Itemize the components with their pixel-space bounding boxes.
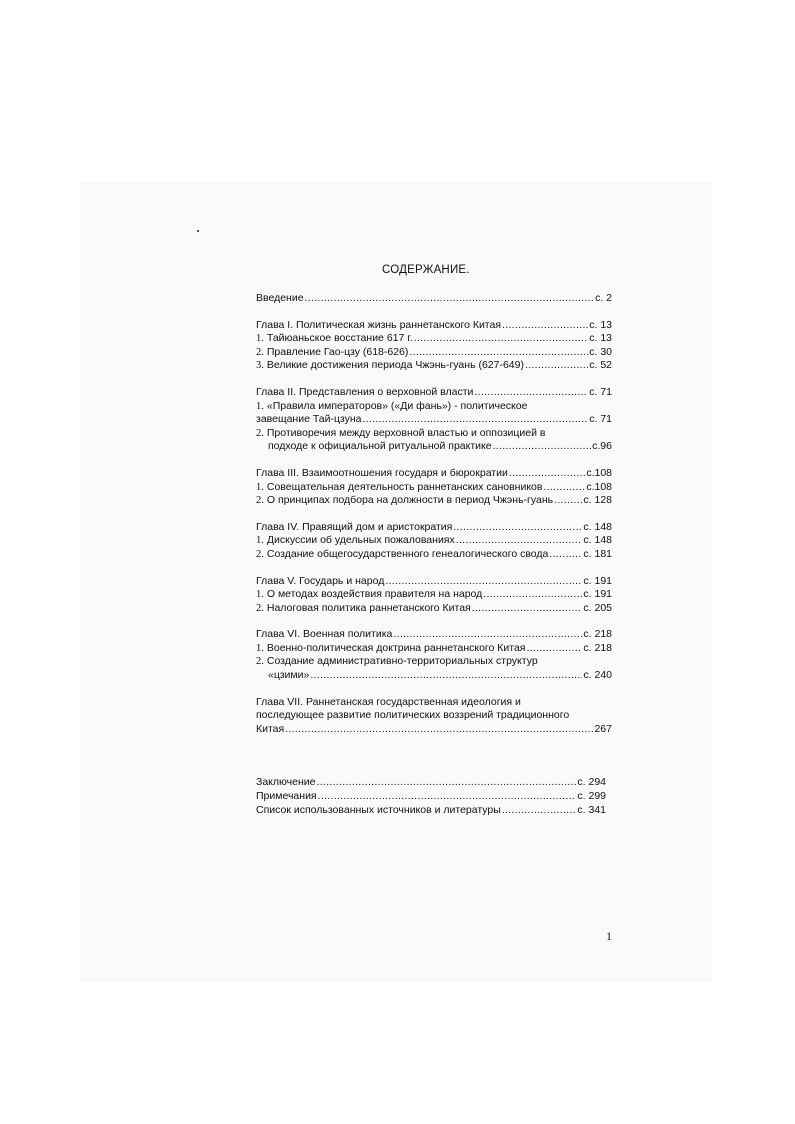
toc-section-2-1-line2	[256, 413, 612, 427]
entry-text: Список использованных источников и литературы	[256, 803, 501, 816]
toc-section-6-1	[256, 642, 612, 656]
entry-page: с. 181	[583, 547, 612, 560]
entry-text: Глава VII. Раннетанская государственная идеология и	[256, 695, 521, 708]
section-number: 2.	[256, 495, 264, 507]
toc-chapter-6	[256, 628, 612, 642]
toc-chapter-7-line2	[256, 709, 612, 723]
toc-entry-conclusion	[256, 776, 606, 790]
toc-chapter-3	[256, 467, 612, 481]
entry-text: Военно-политическая доктрина раннетанского Китая	[266, 641, 526, 654]
section-number: 1.	[256, 535, 264, 547]
leader-dots	[393, 628, 582, 642]
entry-page: с. 52	[589, 359, 612, 372]
table-of-contents	[256, 292, 612, 817]
entry-text: Глава VI. Военная политика	[256, 628, 393, 641]
leader-dots	[456, 534, 583, 548]
section-number: 1.	[256, 589, 264, 601]
toc-section-2-2-line2	[256, 440, 612, 454]
toc-section-5-1	[256, 588, 612, 602]
entry-text: Налоговая политика раннетанского Китая	[266, 601, 471, 614]
entry-page: с. 30	[589, 345, 612, 358]
leader-dots	[526, 642, 582, 656]
entry-text: Глава V. Государь и народ	[256, 574, 385, 587]
entry-page: с. 13	[589, 318, 612, 331]
toc-section-2-2-line1	[256, 427, 612, 441]
toc-chapter-5	[256, 575, 612, 589]
leader-dots	[525, 359, 588, 373]
toc-section-4-2	[256, 548, 612, 562]
leader-dots	[502, 319, 588, 333]
entry-text: Правление Гао-цзу (618-626)	[266, 345, 409, 358]
toc-section-1-3	[256, 359, 612, 373]
leader-dots	[554, 494, 582, 508]
entry-page: с. 148	[583, 534, 612, 547]
leader-dots	[549, 548, 582, 562]
entry-text: Глава I. Политическая жизнь раннетанского Китая	[256, 318, 502, 331]
leader-dots	[543, 481, 585, 495]
entry-text: О принципах подбора на должности в период Чжэнь-гуань	[266, 494, 554, 507]
toc-section-2-1-line1	[256, 400, 612, 414]
leader-dots	[509, 467, 585, 481]
section-number: 1.	[256, 400, 264, 412]
entry-text: Создание административно-территориальных структур	[266, 655, 538, 668]
toc-entry-bibliography	[256, 804, 606, 818]
section-number: 1.	[256, 642, 264, 654]
entry-text: последующее развитие политических воззрений традиционного	[256, 709, 570, 722]
entry-text: Дискуссии об удельных пожалованиях	[266, 534, 455, 547]
entry-page: с. 240	[583, 669, 612, 682]
section-number: 2.	[256, 346, 264, 358]
leader-dots	[305, 292, 595, 306]
entry-page: с. 205	[583, 601, 612, 614]
entry-text: Совещательная деятельность раннетанских сановников	[266, 480, 543, 493]
entry-page: с. 148	[583, 520, 612, 533]
entry-text: Глава IV. Правящий дом и аристократия	[256, 520, 453, 533]
entry-page: с.108	[586, 466, 612, 479]
entry-page: с. 191	[583, 574, 612, 587]
section-number: 2.	[256, 602, 264, 614]
section-number: 2.	[256, 427, 264, 439]
leader-dots	[362, 413, 588, 427]
toc-section-4-1	[256, 534, 612, 548]
section-number: 3.	[256, 360, 264, 372]
leader-dots	[310, 669, 582, 683]
toc-title: СОДЕРЖАНИЕ.	[382, 264, 470, 276]
entry-text: Противоречия между верховной властью и оппозицией в	[266, 426, 546, 439]
section-number: 1.	[256, 333, 264, 345]
toc-section-1-2	[256, 346, 612, 360]
toc-chapter-7-line1	[256, 696, 612, 710]
leader-dots	[414, 332, 589, 346]
entry-page: с.96	[592, 440, 612, 453]
toc-entry-notes	[256, 790, 606, 804]
leader-dots	[472, 602, 583, 616]
entry-page: с. 71	[589, 413, 612, 426]
entry-text: завещание Тай-цзуна	[256, 413, 362, 426]
entry-page: с. 294	[577, 776, 606, 789]
entry-text: Заключение	[256, 776, 316, 789]
entry-text: подходе к официальной ритуальной практике	[268, 440, 492, 453]
toc-chapter-4	[256, 521, 612, 535]
entry-page: с. 341	[577, 803, 606, 816]
toc-chapter-7-line3	[256, 723, 612, 737]
toc-entry-intro	[256, 292, 612, 306]
scan-speck	[197, 230, 199, 232]
section-number: 2.	[256, 656, 264, 668]
toc-section-6-2-line2	[256, 669, 612, 683]
entry-text: «цзими»	[268, 669, 310, 682]
leader-dots	[316, 776, 576, 790]
entry-text: Великие достижения периода Чжэнь-гуань (627-649)	[266, 359, 524, 372]
leader-dots	[474, 386, 588, 400]
entry-page: с. 71	[589, 385, 612, 398]
leader-dots	[502, 804, 577, 818]
entry-text: Китая	[256, 722, 285, 735]
page-number: 1	[606, 929, 612, 943]
leader-dots	[483, 588, 582, 602]
toc-section-5-2	[256, 602, 612, 616]
leader-dots	[285, 723, 593, 737]
toc-section-1-1	[256, 332, 612, 346]
toc-chapter-2	[256, 386, 612, 400]
leader-dots	[409, 346, 588, 360]
section-number: 2.	[256, 548, 264, 560]
toc-section-3-2	[256, 494, 612, 508]
entry-page: с. 13	[589, 332, 612, 345]
entry-page: с. 299	[577, 790, 606, 803]
leader-dots	[385, 575, 582, 589]
entry-page: с. 218	[583, 641, 612, 654]
entry-text: Примечания	[256, 790, 317, 803]
entry-text: Глава II. Представления о верховной власти	[256, 385, 474, 398]
leader-dots	[318, 790, 577, 804]
entry-page: 267	[594, 722, 612, 735]
entry-text: Тайюаньское восстание 617 г.	[266, 332, 413, 345]
entry-page: с. 218	[583, 628, 612, 641]
entry-text: О методах воздействия правителя на народ	[266, 588, 483, 601]
entry-page: с. 191	[583, 588, 612, 601]
leader-dots	[453, 521, 582, 535]
toc-section-6-2-line1	[256, 655, 612, 669]
entry-text: «Правила императоров» («Ди фань») - политическое	[266, 399, 528, 412]
leader-dots	[493, 440, 592, 454]
entry-text: Введение	[256, 292, 304, 304]
entry-page: с.108	[586, 480, 612, 493]
section-number: 1.	[256, 481, 264, 493]
entry-page: с. 2	[595, 292, 612, 304]
entry-text: Создание общегосударственного генеалогического свода	[266, 547, 549, 560]
toc-section-3-1	[256, 481, 612, 495]
entry-text: Глава III. Взаимоотношения государя и бюрократии	[256, 466, 508, 479]
entry-page: с. 128	[583, 494, 612, 507]
toc-chapter-1	[256, 319, 612, 333]
